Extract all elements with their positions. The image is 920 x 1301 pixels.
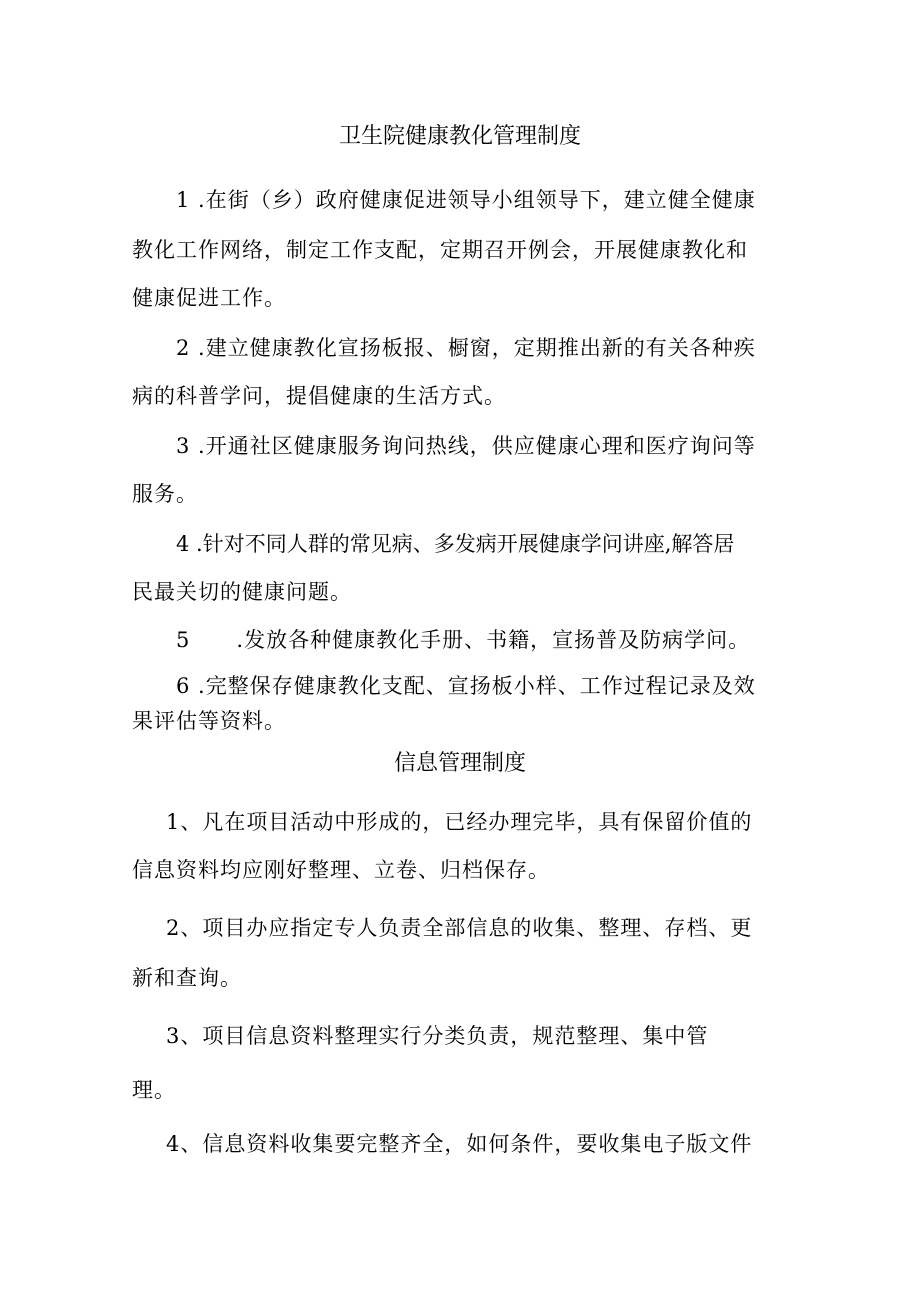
section2-p1-line2: 信息资料均应刚好整理、立卷、归档保存。: [132, 858, 550, 882]
section1-p1-line2: 教化工作网络，制定工作支配，定期召开例会，开展健康教化和: [132, 238, 748, 262]
section2-p2-line2: 新和查询。: [132, 966, 242, 990]
section2-p3-line2: 理。: [132, 1078, 176, 1102]
section1-p3-line1: 3 .开通社区健康服务询问热线，供应健康心理和医疗询问等: [176, 434, 756, 458]
section2-p4-line1: 4、信息资料收集要完整齐全，如何条件，要收集电子版文件: [166, 1132, 753, 1156]
section1-p5-line1: 5 .发放各种健康教化手册、书籍，宣扬普及防病学问。: [176, 628, 751, 652]
section1-p4-line2: 民最关切的健康问题。: [132, 580, 352, 604]
section1-p1-line3: 健康促进工作。: [132, 286, 286, 310]
section2-p1-line1: 1、凡在项目活动中形成的，已经办理完毕，具有保留价值的: [166, 810, 753, 834]
section2-p2-line1: 2、项目办应指定专人负责全部信息的收集、整理、存档、更: [166, 916, 753, 940]
section1-p2-line1: 2 .建立健康教化宣扬板报、橱窗，定期推出新的有关各种疾: [176, 336, 756, 360]
document-title-information-management: 信息管理制度: [393, 751, 526, 776]
section1-p6-line1: 6 .完整保存健康教化支配、宣扬板小样、工作过程记录及效: [176, 674, 756, 698]
document-title-health-education: 卫生院健康教化管理制度: [338, 124, 581, 149]
section1-p2-line2: 病的科普学问，提倡健康的生活方式。: [132, 384, 506, 408]
section1-p1-line1: 1 .在街（乡）政府健康促进领导小组领导下，建立健全健康: [176, 188, 756, 212]
section1-p3-line2: 服务。: [132, 482, 198, 506]
section1-p4-line1: 4 .针对不同人群的常见病、多发病开展健康学问讲座,解答居: [176, 532, 735, 556]
section1-p6-line2: 果评估等资料。: [132, 709, 286, 733]
section2-p3-line1: 3、项目信息资料整理实行分类负责，规范整理、集中管: [166, 1024, 709, 1048]
